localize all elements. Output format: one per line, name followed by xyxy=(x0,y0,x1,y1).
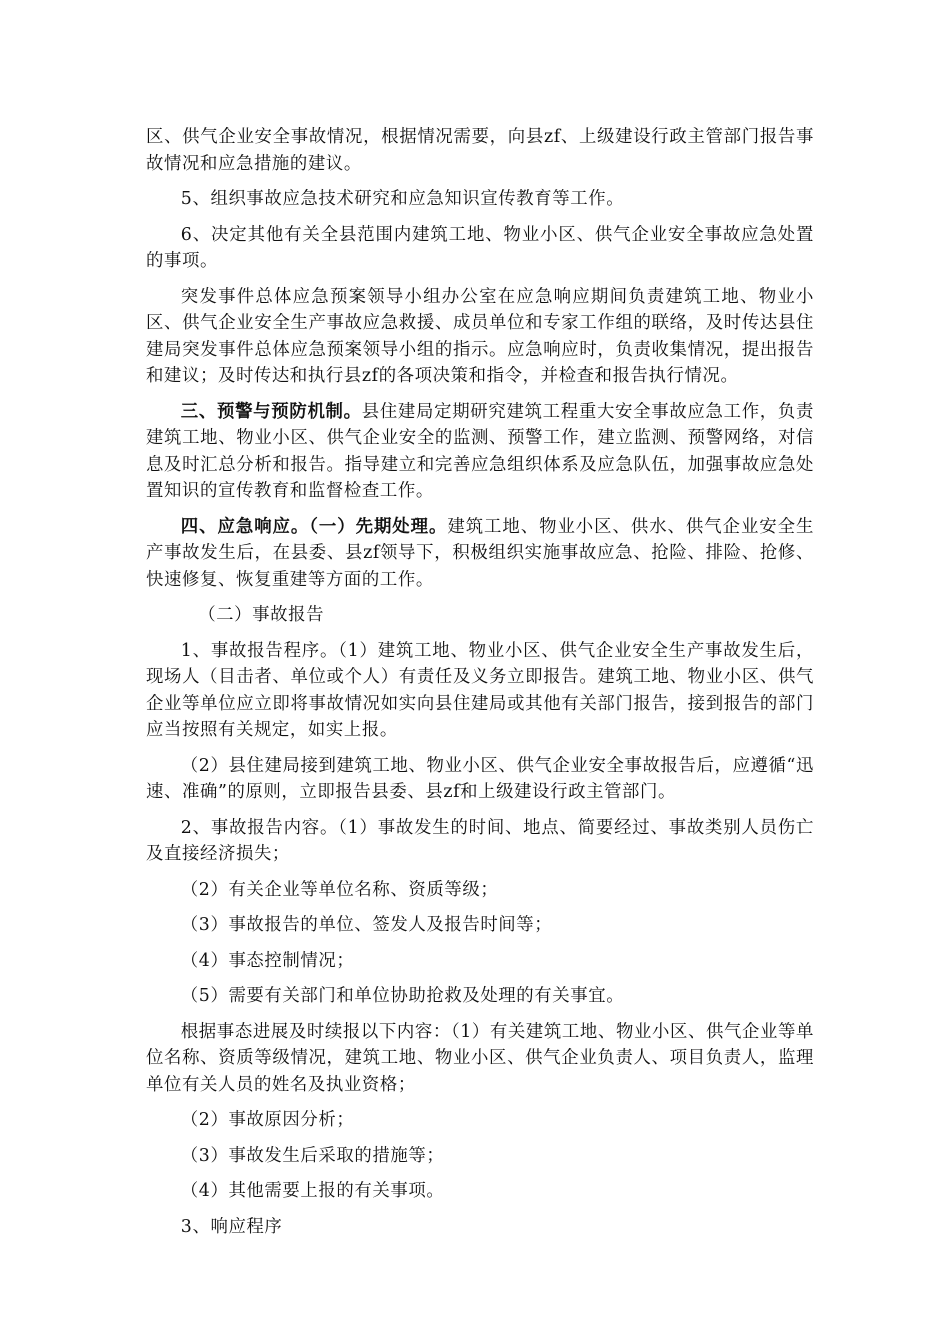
paragraph-office-duties: 突发事件总体应急预案领导小组办公室在应急响应期间负责建筑工地、物业小区、供气企业安全生产事故应急救援、成员单位和专家工作组的联络，及时传达县住建局突发事件总体应急预案领导小组的指示。应急响应时，负责收集情况，提出报告和建议；及时传达和执行县zf的各项决策和指令，并检查和报告执行情况。 xyxy=(146,286,814,386)
paragraph-report-procedure-2: （2）县住建局接到建筑工地、物业小区、供气企业安全事故报告后，应遵循“迅速、准确”的原则，立即报告县委、县zf和上级建设行政主管部门。 xyxy=(146,755,814,802)
paragraph-followup-2: （2）事故原因分析； xyxy=(180,1110,355,1130)
section-3-heading: 三、预警与预防机制。 xyxy=(180,401,362,422)
section-4-body: 建筑工地、物业小区、供水、供气企业安全生产事故发生后，在县委、县zf领导下，积极组织实施事故应急、抢险、排险、抢修、快速修复、恢复重建等方面的工作。 xyxy=(146,516,814,590)
paragraph-report-content-3: （3）事故报告的单位、签发人及报告时间等； xyxy=(180,915,553,935)
document-page xyxy=(146,124,814,1249)
paragraph-report-procedure: 1、事故报告程序。（1）建筑工地、物业小区、供气企业安全生产事故发生后，现场人（目击者、单位或个人）有责任及义务立即报告。建筑工地、物业小区、供气企业等单位应立即将事故情况如实向县住建局或其他有关部门报告，接到报告的部门应当按照有关规定，如实上报。 xyxy=(146,640,814,740)
paragraph-section-4 xyxy=(146,514,814,594)
subheading-accident-report: （二）事故报告 xyxy=(198,605,325,625)
section-4-heading: 四、应急响应。（一）先期处理。 xyxy=(180,516,448,537)
paragraph-followup-4: （4）其他需要上报的有关事项。 xyxy=(180,1181,445,1201)
paragraph-item-5: 5、组织事故应急技术研究和应急知识宣传教育等工作。 xyxy=(180,189,625,209)
subheading-response-procedure: 3、响应程序 xyxy=(180,1216,283,1237)
paragraph-continuation: 区、供气企业安全事故情况，根据情况需要，向县zf、上级建设行政主管部门报告事故情况和应急措施的建议。 xyxy=(146,127,814,174)
paragraph-followup: 根据事态进展及时续报以下内容：（1）有关建筑工地、物业小区、供气企业等单位名称、资质等级情况，建筑工地、物业小区、供气企业负责人、项目负责人，监理单位有关人员的姓名及执业资格； xyxy=(146,1021,814,1095)
paragraph-followup-3: （3）事故发生后采取的措施等； xyxy=(180,1145,445,1166)
paragraph-report-content-2: （2）有关企业等单位名称、资质等级； xyxy=(180,879,499,900)
paragraph-report-content: 2、事故报告内容。（1）事故发生的时间、地点、简要经过、事故类别人员伤亡及直接经济损失； xyxy=(146,817,814,864)
paragraph-report-content-4: （4）事态控制情况； xyxy=(180,950,355,971)
paragraph-section-3 xyxy=(146,399,814,505)
paragraph-item-6: 6、决定其他有关全县范围内建筑工地、物业小区、供气企业安全事故应急处置的事项。 xyxy=(146,224,814,271)
paragraph-report-content-5: （5）需要有关部门和单位协助抢救及处理的有关事宜。 xyxy=(180,986,625,1006)
section-3-body: 县住建局定期研究建筑工程重大安全事故应急工作，负责建筑工地、物业小区、供气企业安全的监测、预警工作，建立监测、预警网络，对信息及时汇总分析和报告。指导建立和完善应急组织体系及应急队伍，加强事故应急处置知识的宣传教育和监督检查工作。 xyxy=(146,401,814,501)
